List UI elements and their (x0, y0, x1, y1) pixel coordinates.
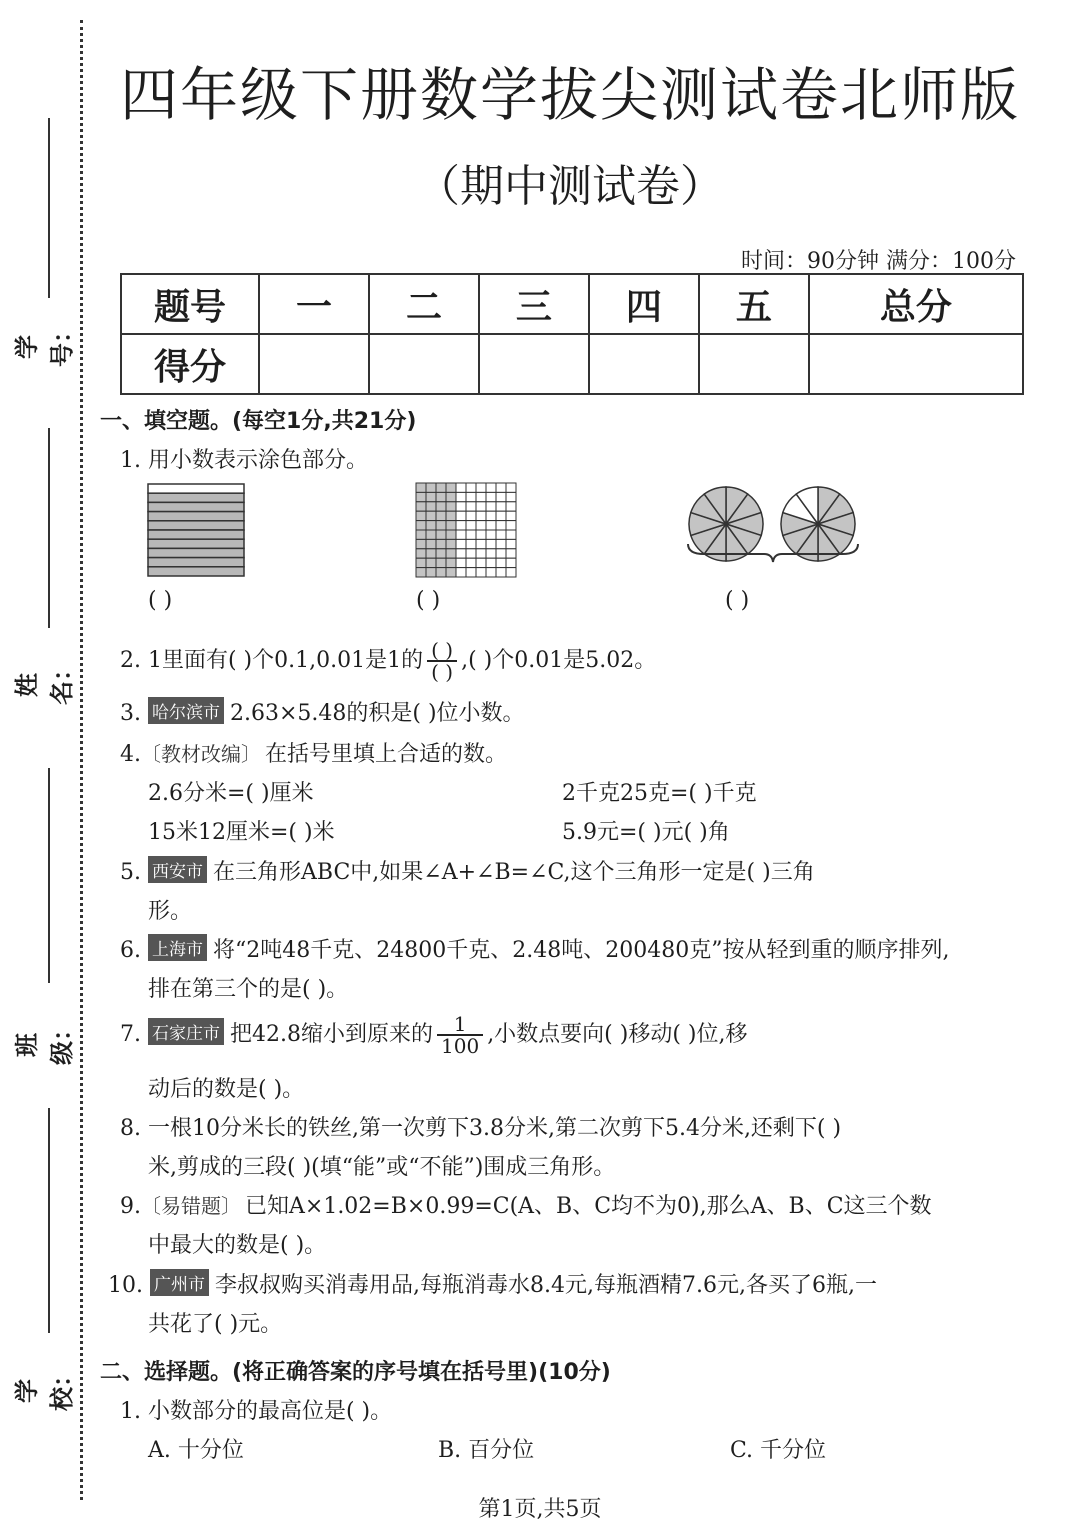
region-tag: 广州市 (150, 1269, 209, 1296)
grid-cell (436, 568, 446, 577)
grid-cell (506, 539, 516, 548)
grid-cell (456, 568, 466, 577)
grid-cell (496, 549, 506, 558)
grid-cell (426, 568, 436, 577)
question-2-1: 1. 小数部分的最高位是( )。 (120, 1399, 393, 1424)
question-1-6-cont: 排在第三个的是( )。 (148, 977, 349, 1002)
option-c: C. 千分位 (730, 1438, 827, 1463)
grid-cell (466, 511, 476, 520)
grid-cell (466, 539, 476, 548)
grid-cell (476, 568, 486, 577)
binding-dotted-line (80, 20, 83, 1500)
grid-cell (416, 492, 426, 501)
grid-cell (436, 549, 446, 558)
grid-cell (426, 521, 436, 530)
score-header-cell: 四 (589, 274, 699, 334)
score-header-cell: 题号 (121, 274, 259, 334)
grid-cell (466, 502, 476, 511)
answer-blank[interactable]: ( ) (416, 588, 441, 613)
score-cell[interactable] (479, 334, 589, 394)
grid-cell (456, 549, 466, 558)
grid-cell (456, 521, 466, 530)
school-line (48, 1108, 50, 1333)
page-title: 四年级下册数学拔尖测试卷北师版 (119, 61, 1020, 129)
score-header-cell: 五 (699, 274, 809, 334)
question-text: 2. 1里面有( )个0.1,0.01是1的 (120, 648, 424, 673)
question-text: 已知A×1.02=B×0.99=C(A、B、C均不为0),那么A、B、C这三个数 (245, 1194, 932, 1219)
grid-cell (486, 521, 496, 530)
grid-cell (426, 539, 436, 548)
grid-cell (436, 539, 446, 548)
question-1-3: 3. 哈尔滨市 2.63×5.48的积是( )位小数。 (120, 696, 525, 727)
question-text: 2.63×5.48的积是( )位小数。 (230, 701, 525, 726)
grid-cell (426, 530, 436, 539)
grid-cell (456, 492, 466, 501)
question-text: 把42.8缩小到原来的 (230, 1022, 433, 1047)
strip (148, 521, 244, 530)
grid-cell (476, 549, 486, 558)
question-1-5-cont: 形。 (148, 899, 193, 924)
grid-cell (506, 521, 516, 530)
question-1-7-cont: 动后的数是( )。 (148, 1077, 305, 1102)
figure-strips (146, 482, 246, 578)
grid-cell (486, 530, 496, 539)
fraction-blank[interactable] (427, 640, 457, 682)
grid-cell (476, 558, 486, 567)
grid-cell (476, 511, 486, 520)
question-1-7: 7. 石家庄市 把42.8缩小到原来的 $\frac{1}{100}$ ,小数点要向( )移动( )位,移 (120, 1012, 748, 1058)
region-tag: 哈尔滨市 (148, 697, 224, 724)
score-header-cell: 一 (259, 274, 369, 334)
score-table-header-row (121, 274, 1023, 334)
score-row-label: 得分 (121, 334, 259, 394)
question-1-1: 1. 用小数表示涂色部分。 (120, 448, 368, 473)
grid-cell (496, 521, 506, 530)
grid-cell (486, 511, 496, 520)
fraction (437, 1014, 483, 1056)
score-cell[interactable] (809, 334, 1023, 394)
grid-cell (496, 502, 506, 511)
grid-cell (416, 502, 426, 511)
region-tag: 西安市 (148, 856, 207, 883)
grid-cell (456, 539, 466, 548)
region-tag: 石家庄市 (148, 1018, 224, 1045)
grid-cell (426, 492, 436, 501)
grid-cell (466, 568, 476, 577)
grid-cell (466, 558, 476, 567)
source-tag: 〔教材改编〕 (141, 742, 261, 766)
score-header-cell: 二 (369, 274, 479, 334)
grid-cell (436, 492, 446, 501)
score-cell[interactable] (369, 334, 479, 394)
answer-blank[interactable]: ( ) (148, 588, 173, 613)
grid-cell (496, 558, 506, 567)
grid-cell (476, 492, 486, 501)
grid-cell (496, 568, 506, 577)
question-1-8: 8. 一根10分米长的铁丝,第一次剪下3.8分米,第二次剪下5.4分米,还剩下( ) (120, 1116, 842, 1141)
question-text: ,小数点要向( )移动( )位,移 (487, 1022, 748, 1047)
grid-cell (506, 511, 516, 520)
question-1-5: 5. 西安市 在三角形ABC中,如果∠A+∠B=∠C,这个三角形一定是( )三角 (120, 855, 815, 886)
grid-cell (426, 549, 436, 558)
source-tag: 〔易错题〕 (141, 1194, 241, 1218)
grid-cell (466, 530, 476, 539)
strip (148, 484, 244, 493)
section2-heading: 二、选择题。(将正确答案的序号填在括号里)(10分) (100, 1360, 611, 1385)
question-1-10-cont: 共花了( )元。 (148, 1312, 283, 1337)
figure-circles (684, 484, 862, 574)
grid-cell (476, 530, 486, 539)
grid-cell (506, 483, 516, 492)
grid-cell (416, 483, 426, 492)
grid-cell (476, 521, 486, 530)
strip (148, 567, 244, 576)
school-label: 学校： (13, 1363, 76, 1411)
time-info: 时间：90分钟 满分：100分 (741, 249, 1016, 274)
grid-cell (496, 530, 506, 539)
grid-cell (506, 558, 516, 567)
page-subtitle: （期中测试卷） (416, 161, 724, 212)
question-1-4d: 5.9元=( )元( )角 (562, 820, 730, 845)
fraction-numerator[interactable]: ( ) (431, 638, 454, 662)
question-text: 李叔叔购买消毒用品,每瓶消毒水8.4元,每瓶酒精7.6元,各买了6瓶,一 (215, 1273, 877, 1298)
grid-cell (456, 558, 466, 567)
question-1-4: 4.〔教材改编〕 在括号里填上合适的数。 (120, 737, 507, 768)
grid-cell (486, 558, 496, 567)
grid-cell (446, 549, 456, 558)
score-table-score-row (121, 334, 1023, 394)
grid-cell (426, 502, 436, 511)
name-line (48, 428, 50, 628)
grid-cell (446, 511, 456, 520)
option-a: A. 十分位 (148, 1438, 244, 1463)
grid-cell (446, 502, 456, 511)
grid-cell (446, 558, 456, 567)
question-text: 在括号里填上合适的数。 (265, 742, 508, 767)
grid-cell (426, 511, 436, 520)
fraction-denominator: 100 (437, 1034, 483, 1056)
grid-cell (436, 502, 446, 511)
grid-cell (456, 483, 466, 492)
grid-cell (416, 558, 426, 567)
grid-cell (416, 530, 426, 539)
grid-cell (466, 483, 476, 492)
grid-cell (486, 568, 496, 577)
grid-cell (456, 530, 466, 539)
grid-cell (416, 549, 426, 558)
grid-cell (416, 568, 426, 577)
score-table (120, 273, 1024, 395)
strip (148, 502, 244, 511)
grid-cell (466, 549, 476, 558)
question-1-4c: 15米12厘米=( )米 (148, 820, 335, 845)
option-b: B. 百分位 (438, 1438, 535, 1463)
question-1-9-cont: 中最大的数是( )。 (148, 1233, 327, 1258)
fraction-numerator: 1 (453, 1012, 467, 1036)
grid-cell (506, 492, 516, 501)
grid-cell (456, 502, 466, 511)
grid-cell (446, 530, 456, 539)
grid-cell (436, 511, 446, 520)
grid-cell (496, 492, 506, 501)
question-1-2 (120, 640, 656, 682)
grid-cell (496, 539, 506, 548)
grid-cell (486, 549, 496, 558)
grid-cell (446, 539, 456, 548)
question-1-10: 10. 广州市 李叔叔购买消毒用品,每瓶消毒水8.4元,每瓶酒精7.6元,各买了6瓶,一 (108, 1268, 877, 1299)
strip (148, 530, 244, 539)
grid-cell (426, 483, 436, 492)
figure-grid (414, 481, 518, 579)
strip (148, 512, 244, 521)
page-number: 第1页,共5页 (478, 1497, 602, 1522)
region-tag: 上海市 (148, 934, 207, 961)
grid-cell (446, 492, 456, 501)
question-text: 在三角形ABC中,如果∠A+∠B=∠C,这个三角形一定是( )三角 (213, 860, 815, 885)
score-cell[interactable] (699, 334, 809, 394)
strip (148, 548, 244, 557)
score-cell[interactable] (259, 334, 369, 394)
grid-cell (446, 521, 456, 530)
grid-cell (506, 530, 516, 539)
strip (148, 558, 244, 567)
class-label: 班级： (13, 1017, 76, 1065)
grid-cell (506, 568, 516, 577)
question-1-6: 6. 上海市 将“2吨48千克、24800千克、2.48吨、200480克”按从轻到重的顺序排列, (120, 933, 949, 964)
grid-cell (476, 483, 486, 492)
grid-cell (486, 483, 496, 492)
question-text: ,( )个0.01是5.02。 (461, 648, 657, 673)
grid-cell (416, 511, 426, 520)
fraction-denominator[interactable]: ( ) (427, 660, 457, 682)
question-text: 将“2吨48千克、24800千克、2.48吨、200480克”按从轻到重的顺序排列, (213, 938, 950, 963)
grid-cell (416, 521, 426, 530)
grid-cell (466, 521, 476, 530)
name-label: 姓名： (13, 657, 76, 705)
answer-blank[interactable]: ( ) (725, 588, 750, 613)
grid-cell (476, 539, 486, 548)
question-1-8-cont: 米,剪成的三段( )(填“能”或“不能”)围成三角形。 (148, 1155, 616, 1180)
grid-cell (466, 492, 476, 501)
grid-cell (446, 483, 456, 492)
grid-cell (496, 483, 506, 492)
grid-cell (446, 568, 456, 577)
section1-heading: 一、填空题。(每空1分,共21分) (100, 409, 417, 434)
grid-cell (496, 511, 506, 520)
question-1-4a: 2.6分米=( )厘米 (148, 781, 314, 806)
grid-cell (486, 492, 496, 501)
score-cell[interactable] (589, 334, 699, 394)
score-header-cell: 三 (479, 274, 589, 334)
grid-cell (426, 558, 436, 567)
grid-cell (436, 483, 446, 492)
grid-cell (476, 502, 486, 511)
grid-cell (436, 558, 446, 567)
grid-cell (506, 549, 516, 558)
grid-cell (506, 502, 516, 511)
grid-cell (436, 521, 446, 530)
grid-cell (486, 539, 496, 548)
student-id-label: 学号： (13, 319, 76, 367)
strip (148, 539, 244, 548)
grid-cell (416, 539, 426, 548)
strip (148, 493, 244, 502)
grid-cell (486, 502, 496, 511)
question-1-9: 9.〔易错题〕 已知A×1.02=B×0.99=C(A、B、C均不为0),那么A、B、C这三个数 (120, 1189, 932, 1220)
question-1-4b: 2千克25克=( )千克 (562, 781, 757, 806)
grid-cell (456, 511, 466, 520)
grid-cell (436, 530, 446, 539)
class-line (48, 768, 50, 983)
score-header-cell: 总分 (809, 274, 1023, 334)
